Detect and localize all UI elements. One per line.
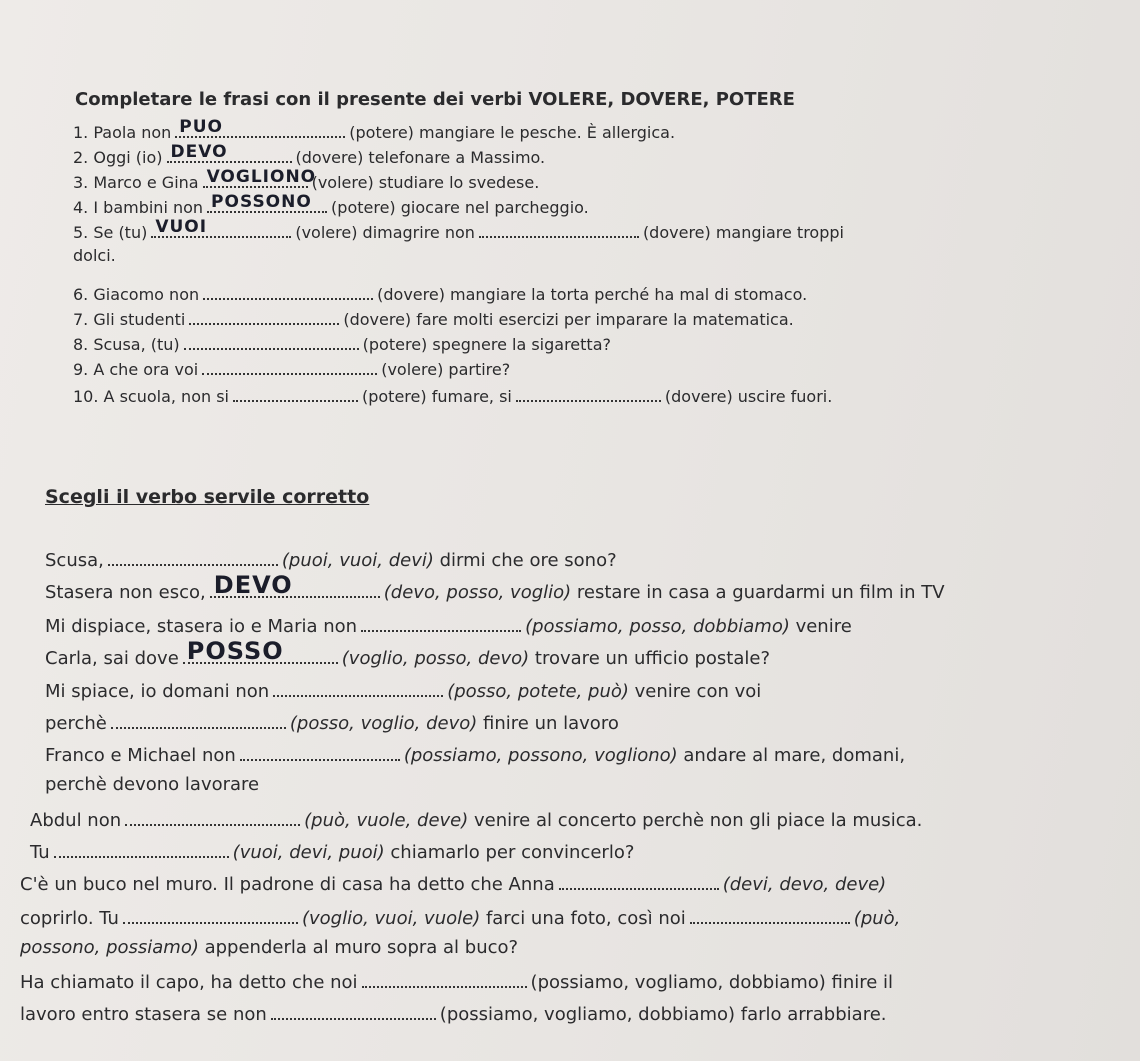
ex1-item-6: 6. Giacomo non (dovere) mangiare la torta perché ha mal di stomaco.	[73, 285, 808, 304]
ex2-line-11: C'è un buco nel muro. Il padrone di casa ha detto che Anna (devi, devo, deve)	[20, 874, 887, 895]
ex1-item-3: 3. Marco e Gina VOGLIONO (volere) studiare lo svedese.	[73, 167, 540, 192]
answer-blank[interactable]	[125, 808, 300, 826]
ex1-item-5: 5. Se (tu) VUOI (volere) dimagrire non (dovere) mangiare troppi	[73, 217, 844, 242]
handwritten-answer: VUOI	[155, 217, 208, 238]
answer-blank[interactable]	[207, 192, 327, 213]
ex2-line-5: Mi spiace, io domani non (posso, potete, può) venire con voi	[45, 681, 762, 702]
ex2-line-12: coprirlo. Tu (voglio, vuoi, vuole) farci una foto, così noi (può,	[20, 908, 901, 929]
answer-blank[interactable]	[210, 570, 380, 599]
answer-blank[interactable]	[559, 872, 719, 890]
answer-blank[interactable]	[233, 386, 358, 402]
ex2-line-1: Scusa, (puoi, vuoi, devi) dirmi che ore sono?	[45, 550, 617, 571]
answer-blank[interactable]	[203, 284, 373, 300]
answer-blank[interactable]	[362, 970, 527, 988]
answer-blank[interactable]	[183, 636, 338, 665]
answer-blank[interactable]	[108, 548, 278, 566]
ex1-item-4: 4. I bambini non POSSONO (potere) giocare nel parcheggio.	[73, 192, 589, 217]
ex2-line-7: Franco e Michael non (possiamo, possono, vogliono) andare al mare, domani,	[45, 745, 906, 766]
ex1-item-8: 8. Scusa, (tu) (potere) spegnere la sigaretta?	[73, 335, 611, 354]
ex2-line-14: Ha chiamato il capo, ha detto che noi (possiamo, vogliamo, dobbiamo) finire il	[20, 972, 894, 993]
answer-blank[interactable]	[240, 743, 400, 761]
handwritten-answer: DEVO	[170, 142, 228, 163]
answer-blank[interactable]	[516, 386, 661, 402]
handwritten-answer: DEVO	[213, 570, 293, 599]
answer-blank[interactable]	[189, 309, 339, 325]
answer-blank[interactable]	[184, 334, 359, 350]
answer-blank[interactable]	[203, 167, 317, 188]
ex2-line-15: lavoro entro stasera se non (possiamo, vogliamo, dobbiamo) farlo arrabbiare.	[20, 1004, 887, 1025]
answer-blank[interactable]	[479, 222, 639, 238]
answer-blank[interactable]	[361, 614, 521, 632]
ex1-item-5-cont: dolci.	[73, 246, 116, 265]
handwritten-answer: POSSONO	[211, 192, 312, 213]
ex1-item-7: 7. Gli studenti (dovere) fare molti esercizi per imparare la matematica.	[73, 310, 794, 329]
handwritten-answer: VOGLIONO	[206, 167, 317, 188]
answer-blank[interactable]	[271, 1002, 436, 1020]
ex1-item-1: 1. Paola non PUO (potere) mangiare le pesche. È allergica.	[73, 117, 676, 142]
answer-blank[interactable]	[690, 906, 850, 924]
ex1-item-2: 2. Oggi (io) DEVO (dovere) telefonare a Massimo.	[73, 142, 546, 167]
answer-blank[interactable]	[54, 840, 229, 858]
answer-blank[interactable]	[111, 711, 286, 729]
answer-blank[interactable]	[273, 679, 443, 697]
ex2-line-13: possono, possiamo) appenderla al muro sopra al buco?	[20, 937, 519, 958]
ex2-line-4: Carla, sai dove POSSO (voglio, posso, devo) trovare un ufficio postale?	[45, 636, 770, 669]
answer-blank[interactable]	[123, 906, 298, 924]
answer-blank[interactable]	[151, 217, 291, 238]
ex1-item-10: 10. A scuola, non si (potere) fumare, si (dovere) uscire fuori.	[73, 387, 833, 406]
ex2-line-10: Tu (vuoi, devi, puoi) chiamarlo per convincerlo?	[30, 842, 635, 863]
handwritten-answer: POSSO	[186, 636, 284, 665]
ex2-line-6: perchè (posso, voglio, devo) finire un lavoro	[45, 713, 619, 734]
ex2-line-2: Stasera non esco, DEVO (devo, posso, voglio) restare in casa a guardarmi un film in TV	[45, 570, 945, 603]
answer-blank[interactable]	[202, 359, 377, 375]
exercise1-title: Completare le frasi con il presente dei verbi VOLERE, DOVERE, POTERE	[75, 89, 795, 110]
ex2-line-3: Mi dispiace, stasera io e Maria non (possiamo, posso, dobbiamo) venire	[45, 616, 852, 637]
answer-blank[interactable]	[167, 142, 292, 163]
ex2-line-9: Abdul non (può, vuole, deve) venire al concerto perchè non gli piace la musica.	[30, 810, 923, 831]
exercise2-title: Scegli il verbo servile corretto	[45, 486, 370, 508]
handwritten-answer: PUO	[179, 117, 223, 138]
answer-blank[interactable]	[175, 117, 345, 138]
ex1-item-9: 9. A che ora voi (volere) partire?	[73, 360, 511, 379]
ex2-line-8: perchè devono lavorare	[45, 774, 260, 795]
